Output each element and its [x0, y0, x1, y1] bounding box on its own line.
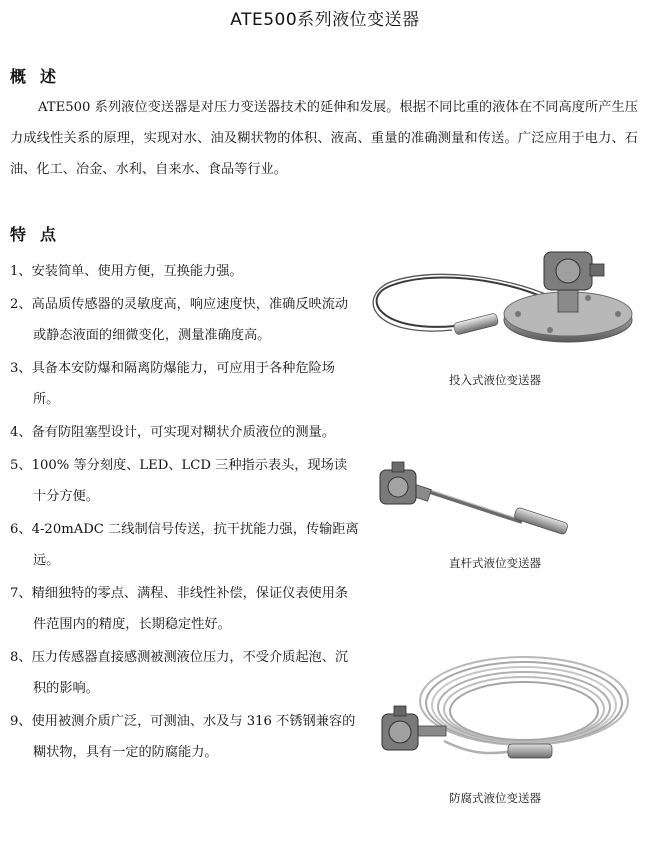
rod-transmitter-image: [372, 460, 582, 546]
feature-item: 3、具备本安防爆和隔离防爆能力，可应用于各种危险场所。: [10, 361, 335, 407]
feature-item: 4、备有防阻塞型设计，可实现对糊状介质液位的测量。: [10, 425, 335, 440]
product-caption: 直杆式液位变送器: [449, 556, 541, 570]
feature-item: 8、压力传感器直接感测被测液位压力，不受介质起泡、沉积的影响。: [10, 650, 349, 696]
overview-heading: 概述: [10, 67, 71, 86]
feature-item: 9、使用被测介质广泛，可测油、水及与 316 不锈钢兼容的糊状物，具有一定的防腐能力。: [10, 714, 356, 760]
submersible-transmitter-image: [360, 238, 640, 368]
page-title: ATE500系列液位变送器: [230, 10, 420, 30]
features-heading: 特点: [10, 225, 71, 244]
product-caption: 防腐式液位变送器: [449, 791, 541, 805]
feature-item: 2、高品质传感器的灵敏度高，响应速度快，准确反映流动或静态液面的细微变化，测量准确度高。: [10, 297, 349, 343]
product-caption: 投入式液位变送器: [449, 373, 541, 387]
features-list: [10, 256, 360, 770]
anticorrosion-transmitter-image: [374, 646, 636, 776]
feature-item: 1、安装简单、使用方便，互换能力强。: [10, 264, 243, 279]
feature-item: 6、4-20mADC 二线制信号传送，抗干扰能力强，传输距离远。: [10, 522, 359, 568]
feature-item: 7、精细独特的零点、满程、非线性补偿，保证仪表使用条件范围内的精度，长期稳定性好。: [10, 586, 349, 632]
overview-paragraph: ATE500 系列液位变送器是对压力变送器技术的延伸和发展。根据不同比重的液体在不同高度所产生压力成线性关系的原理，实现对水、油及糊状物的体积、液高、重量的准确测量和传送。广泛应用于电力、石油、化工、冶金、水利、自来水、食品等行业。: [10, 100, 638, 177]
feature-item: 5、100% 等分刻度、LED、LCD 三种指示表头，现场读十分方便。: [10, 458, 348, 504]
